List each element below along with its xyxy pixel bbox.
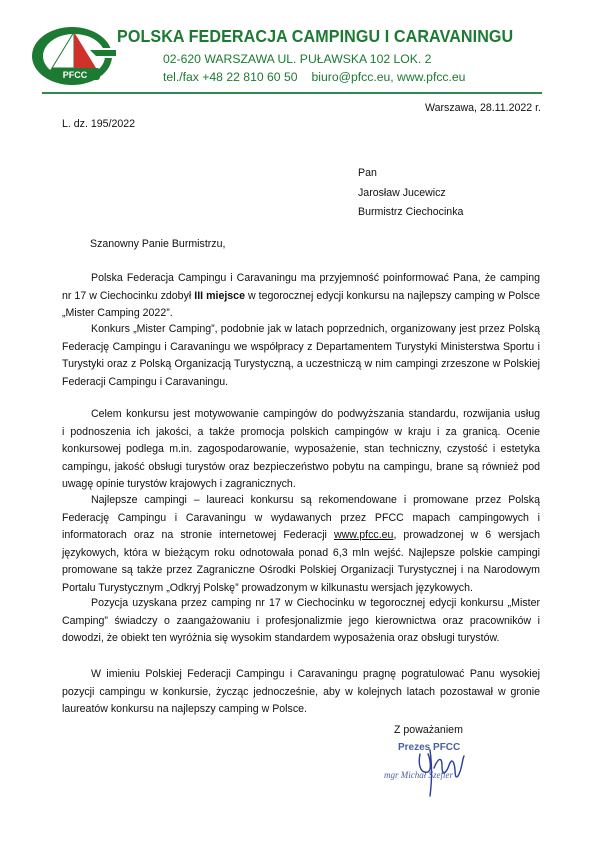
place-date: Warszawa, 28.11.2022 r.	[425, 102, 542, 114]
recipient-title: Burmistrz Ciechocinka	[358, 206, 464, 218]
organization-contact	[163, 70, 465, 84]
recipient-block	[358, 164, 463, 223]
handwritten-signature-icon	[384, 740, 494, 802]
recipient-honorific: Pan	[358, 167, 377, 179]
email-website[interactable]: biuro@pfcc.eu, www.pfcc.eu	[311, 70, 466, 84]
signature-block	[384, 740, 494, 802]
salutation: Szanowny Panie Burmistrzu,	[90, 238, 226, 250]
pfcc-logo-icon	[30, 24, 118, 88]
header-divider	[42, 92, 542, 94]
organization-name: POLSKA FEDERACJA CAMPINGU I CARAVANINGU	[117, 26, 514, 46]
paragraph-1: Polska Federacja Campingu i Caravaningu ma przyjemność poinformować Pana, że camping nr 17 w Ciechocinku zdobył III miejsce w tegorocznej edycji konkursu na najlepszy camping w Polsce „Mister Camping 2022”.	[62, 272, 540, 320]
paragraph-3: Celem konkursu jest motywowanie campingów do podwyższania standardu, rozwijania usług i podnoszenia ich jakości, a także promocja polskich campingów w kraju i za granicą. Ocenie konkursowej podlega m.in. zagospodarowanie, wyposażenie, stan techniczny, czystość i estetyka campingu, jakość obsługi turystów oraz bezpieczeństwo pobytu na campingu, brane są również pod uwagę opinie turystów krajowych i zagranicznych.	[62, 408, 552, 491]
paragraph-4: Najlepsze campingi – laureaci konkursu są rekomendowane i promowane przez Polską Federację Campingu i Caravaningu w wydawanych przez PFCC mapach campingowych i informatorach oraz na stronie internetowej Federacji www.pfcc.eu, prowadzonej w 6 wersjach językowych, która w bieżącym roku odnotowała ponad 6,3 mln wejść. Najlepsze polskie campingi promowane są także przez Zagraniczne Ośrodki Polskiej Organizacji Turystycznej i na Narodowym Portalu Turystycznym „Odkryj Polskę” prowadzonym w kilkunastu wersjach językowych.	[62, 494, 540, 594]
paragraph-2: Konkurs „Mister Camping”, podobnie jak w latach poprzednich, organizowany jest przez Polską Federację Campingu i Caravaningu we współpracy z Departamentem Turystyki Ministerstwa Sportu i Turystyki oraz z Polską Organizacją Turystyczną, a uczestniczą w nim campingi zrzeszone w Polskiej Federacji Campingu i Caravaningu.	[62, 323, 540, 388]
signature-name: mgr Michał Szefler	[384, 770, 453, 780]
svg-text:PFCC: PFCC	[62, 70, 88, 80]
phone-fax: tel./fax +48 22 810 60 50	[163, 70, 298, 84]
reference-number: L. dz. 195/2022	[62, 118, 136, 130]
organization-address: 02-620 WARSZAWA UL. PUŁAWSKA 102 LOK. 2	[163, 52, 432, 66]
paragraph-6: W imieniu Polskiej Federacji Campingu i Caravaningu pragnę pogratulować Panu wysokiej pozycji campingu w konkursie, życząc jednocześnie, aby w kolejnych latach pozostawał w gronie laureatów konkursu na najlepszy camping w Polsce.	[62, 668, 540, 716]
recipient-name: Jarosław Jucewicz	[358, 186, 446, 199]
pfcc-website-link[interactable]: www.pfcc.eu	[333, 529, 394, 542]
award-place: III miejsce	[194, 289, 245, 302]
closing-phrase: Z poważaniem	[394, 724, 463, 736]
paragraph-5: Pozycja uzyskana przez camping nr 17 w Ciechocinku w tegorocznej edycji konkursu „Mister Camping” świadczy o zaangażowaniu i profesjonalizmie jego kierownictwa oraz pracowników i dowodzi, że obiekt ten wyróżnia się wysokim standardem wyposażenia oraz obsługi turystów.	[62, 597, 540, 645]
signature-title: Prezes PFCC	[398, 742, 461, 753]
